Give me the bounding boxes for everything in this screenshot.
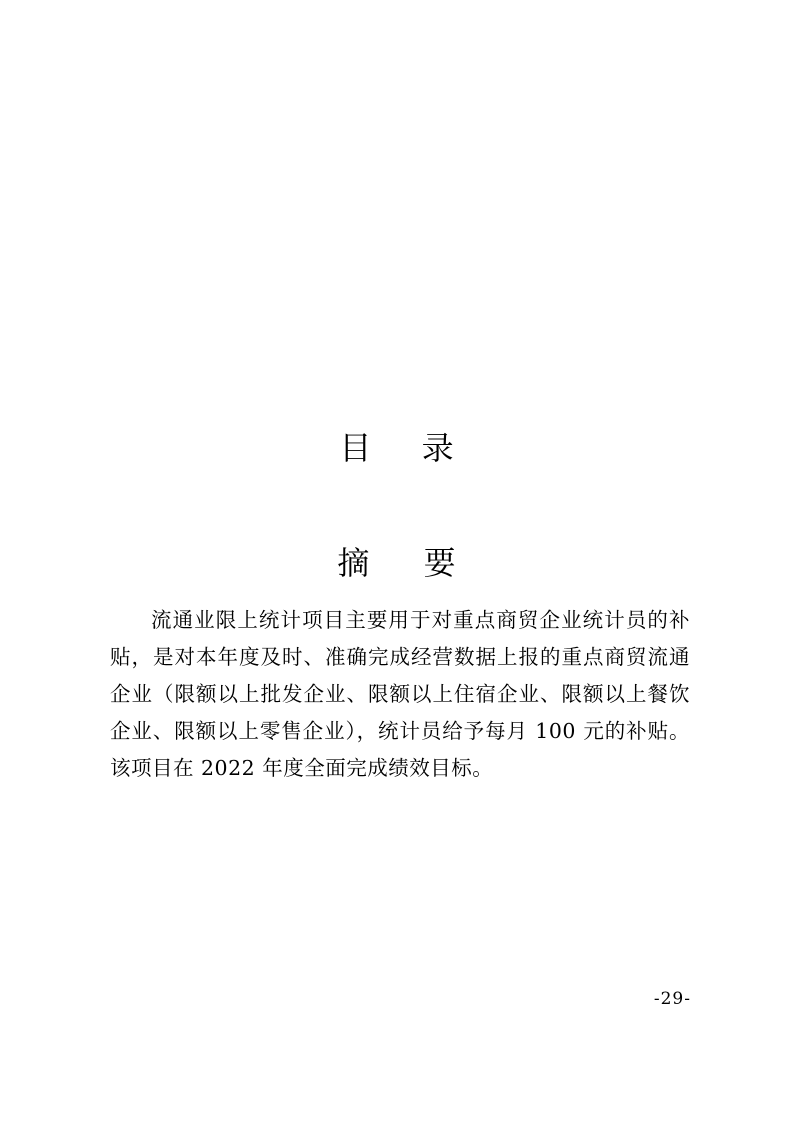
abstract-title: 摘 要 bbox=[337, 544, 478, 582]
abstract-paragraph: 流通业限上统计项目主要用于对重点商贸企业统计员的补贴，是对本年度及时、准确完成经营数据上报的重点商贸流通企业（限额以上批发企业、限额以上住宿企业、限额以上餐饮企业、限额以上零售企业），统计员给予每月 100 元的补贴。该项目在 2022 年度全面完成绩效目标。 bbox=[110, 608, 690, 780]
page-number: -29- bbox=[653, 989, 691, 1009]
toc-title: 目 录 bbox=[339, 429, 474, 467]
